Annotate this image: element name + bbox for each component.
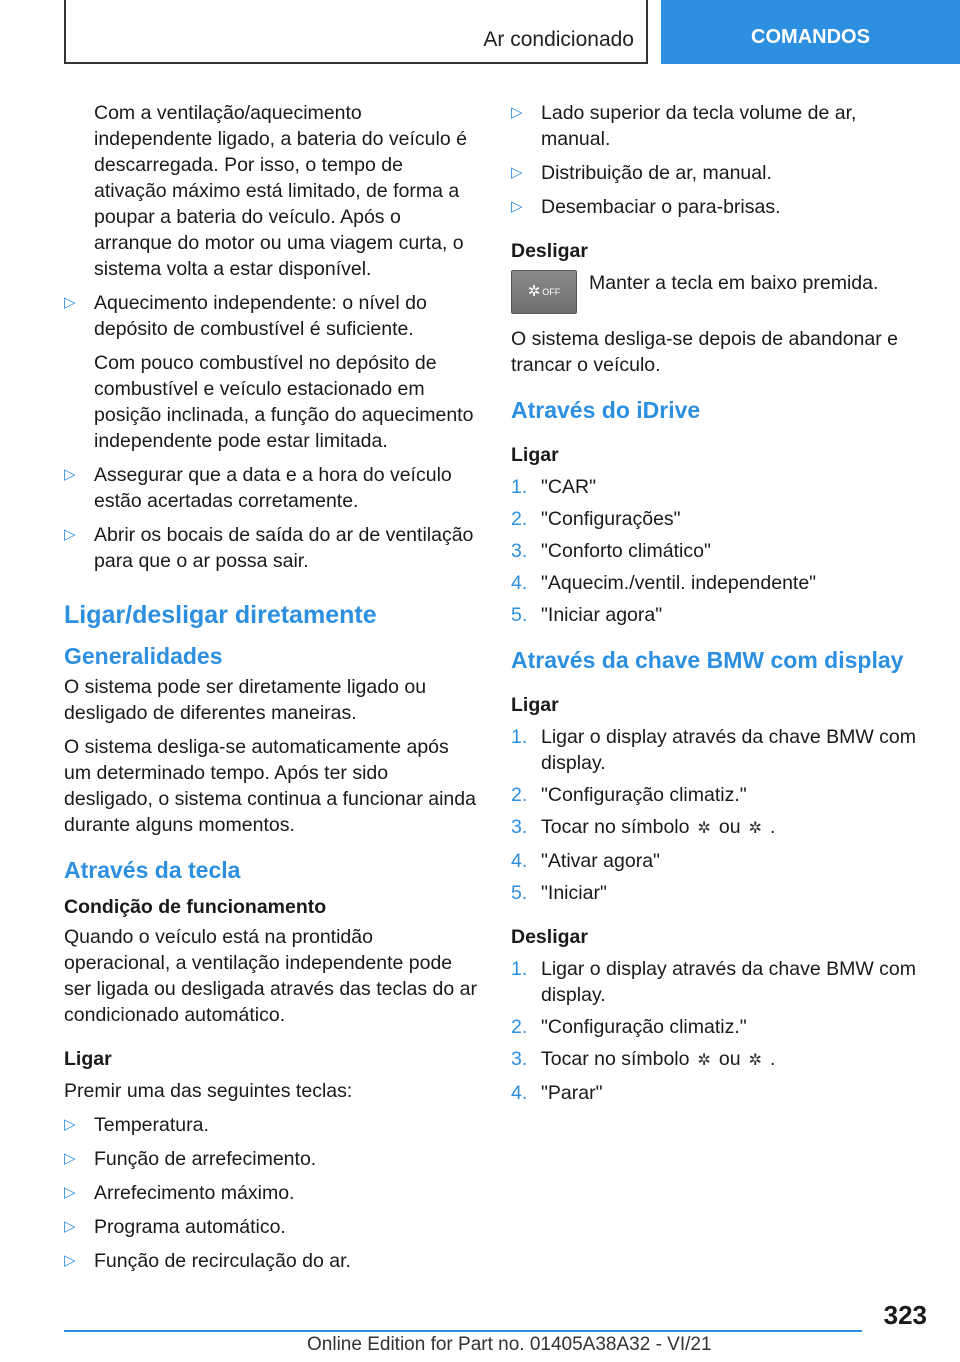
right-column: [511, 100, 923, 1112]
header-box: [64, 0, 648, 64]
heading-general: Generalidades: [64, 643, 223, 669]
general-paragraph-2: O sistema desliga-se automaticamente após um determinado tempo. Após ter sido desligado, o sistema continua a funcionar ainda durante alguns momentos.: [64, 736, 476, 836]
heading-kd-on: Ligar: [511, 694, 559, 716]
page-number: 323: [883, 1300, 927, 1330]
list-item: ▷ Desembaciar o para-brisas.: [511, 196, 781, 218]
fan-icon: ✲: [697, 820, 711, 837]
list-item: 2. "Configuração climatiz.": [511, 784, 747, 806]
list-item: ▷ Lado superior da tecla volume de ar, manual.: [511, 102, 857, 150]
off-paragraph: O sistema desliga-se depois de abandonar e trancar o veículo.: [511, 328, 898, 376]
on-paragraph: Premir uma das seguintes teclas:: [64, 1080, 353, 1102]
footer-edition: Online Edition for Part no. 01405A38A32 - VI/21: [307, 1334, 712, 1355]
list-item: ▷ Função de recirculação do ar.: [64, 1250, 351, 1272]
list-item: 1. "CAR": [511, 476, 597, 498]
fan-icon: ✲: [527, 283, 541, 300]
note-paragraph: Com pouco combustível no depósito de combustível e veículo estacionado em posição inclinada, a função do aquecimento independente pode estar limitada.: [94, 352, 474, 452]
list-item: ▷ Assegurar que a data e a hora do veículo estão acertadas corretamente.: [64, 464, 452, 512]
list-item: 5. "Iniciar": [511, 882, 607, 904]
list-item: ▷ Distribuição de ar, manual.: [511, 162, 772, 184]
list-item: 4. "Parar": [511, 1082, 603, 1104]
heading-idrive-on: Ligar: [511, 444, 559, 466]
triangle-right-icon: ▷: [64, 1252, 76, 1269]
list-item: 4. "Aquecim./ventil. independente": [511, 572, 817, 594]
intro-paragraph: Com a ventilação/aquecimento independente ligado, a bateria do veículo é descarregada. Por isso, o tempo de ativação máximo está limitado, de forma a poupar a bateria do veículo. Após o arranque do motor ou uma viagem curta, o sistema volta a estar disponível.: [94, 102, 467, 280]
header-title: Ar condicionado: [483, 28, 634, 51]
heading-idrive: Através do iDrive: [511, 397, 701, 423]
left-column: [64, 100, 479, 1282]
list-item: ▷ Programa automático.: [64, 1216, 286, 1238]
triangle-right-icon: ▷: [64, 526, 76, 543]
triangle-right-icon: ▷: [511, 198, 523, 215]
list-item: ▷ Aquecimento independente: o nível do depósito de combustível é suficiente.: [64, 292, 427, 340]
triangle-right-icon: ▷: [64, 1184, 76, 1201]
triangle-right-icon: ▷: [64, 294, 76, 311]
off-key-text: Manter a tecla em baixo premida.: [589, 272, 879, 294]
list-item: 3. Tocar no símbolo ✲ ou ✲ .: [511, 1046, 923, 1074]
triangle-right-icon: ▷: [64, 1150, 76, 1167]
footer-divider: [64, 1330, 862, 1332]
heading-direct: Ligar/desligar diretamente: [64, 601, 377, 629]
fan-icon: ✲: [697, 1052, 711, 1069]
condition-paragraph: Quando o veículo está na prontidão operacional, a ventilação independente pode ser ligada ou desligada através das teclas do ar condicionado automático.: [64, 926, 478, 1026]
triangle-right-icon: ▷: [511, 164, 523, 181]
heading-condition: Condição de funcionamento: [64, 896, 327, 918]
list-item: 2. "Configuração climatiz.": [511, 1016, 747, 1038]
heading-kd-off: Desligar: [511, 926, 588, 948]
list-item: 3. "Conforto climático": [511, 540, 711, 562]
list-item: 3. Tocar no símbolo ✲ ou ✲ .: [511, 814, 923, 842]
general-paragraph-1: O sistema pode ser diretamente ligado ou desligado de diferentes maneiras.: [64, 676, 427, 724]
triangle-right-icon: ▷: [511, 104, 523, 121]
heading-key: Através da tecla: [64, 857, 241, 883]
list-item: ▷ Arrefecimento máximo.: [64, 1182, 295, 1204]
list-item: ▷ Abrir os bocais de saída do ar de ventilação para que o ar possa sair.: [64, 524, 474, 572]
list-item: 1. Ligar o display através da chave BMW com display.: [511, 958, 916, 1006]
section-tab[interactable]: COMANDOS: [661, 0, 960, 64]
fan-heat-icon: ✲: [748, 820, 763, 837]
triangle-right-icon: ▷: [64, 1218, 76, 1235]
list-item: 2. "Configurações": [511, 508, 681, 530]
list-item: ▷ Temperatura.: [64, 1114, 209, 1136]
fan-heat-icon: ✲: [748, 1052, 763, 1069]
fan-off-key-icon: ✲ OFF: [511, 270, 577, 314]
list-item: ▷ Função de arrefecimento.: [64, 1148, 317, 1170]
heading-off: Desligar: [511, 240, 588, 262]
list-item: 5. "Iniciar agora": [511, 604, 663, 626]
triangle-right-icon: ▷: [64, 466, 76, 483]
list-item: 1. Ligar o display através da chave BMW com display.: [511, 726, 916, 774]
heading-key-display: Através da chave BMW com display: [511, 647, 904, 673]
triangle-right-icon: ▷: [64, 1116, 76, 1133]
list-item: 4. "Ativar agora": [511, 850, 660, 872]
heading-on: Ligar: [64, 1048, 112, 1070]
off-key-row: [511, 270, 923, 314]
